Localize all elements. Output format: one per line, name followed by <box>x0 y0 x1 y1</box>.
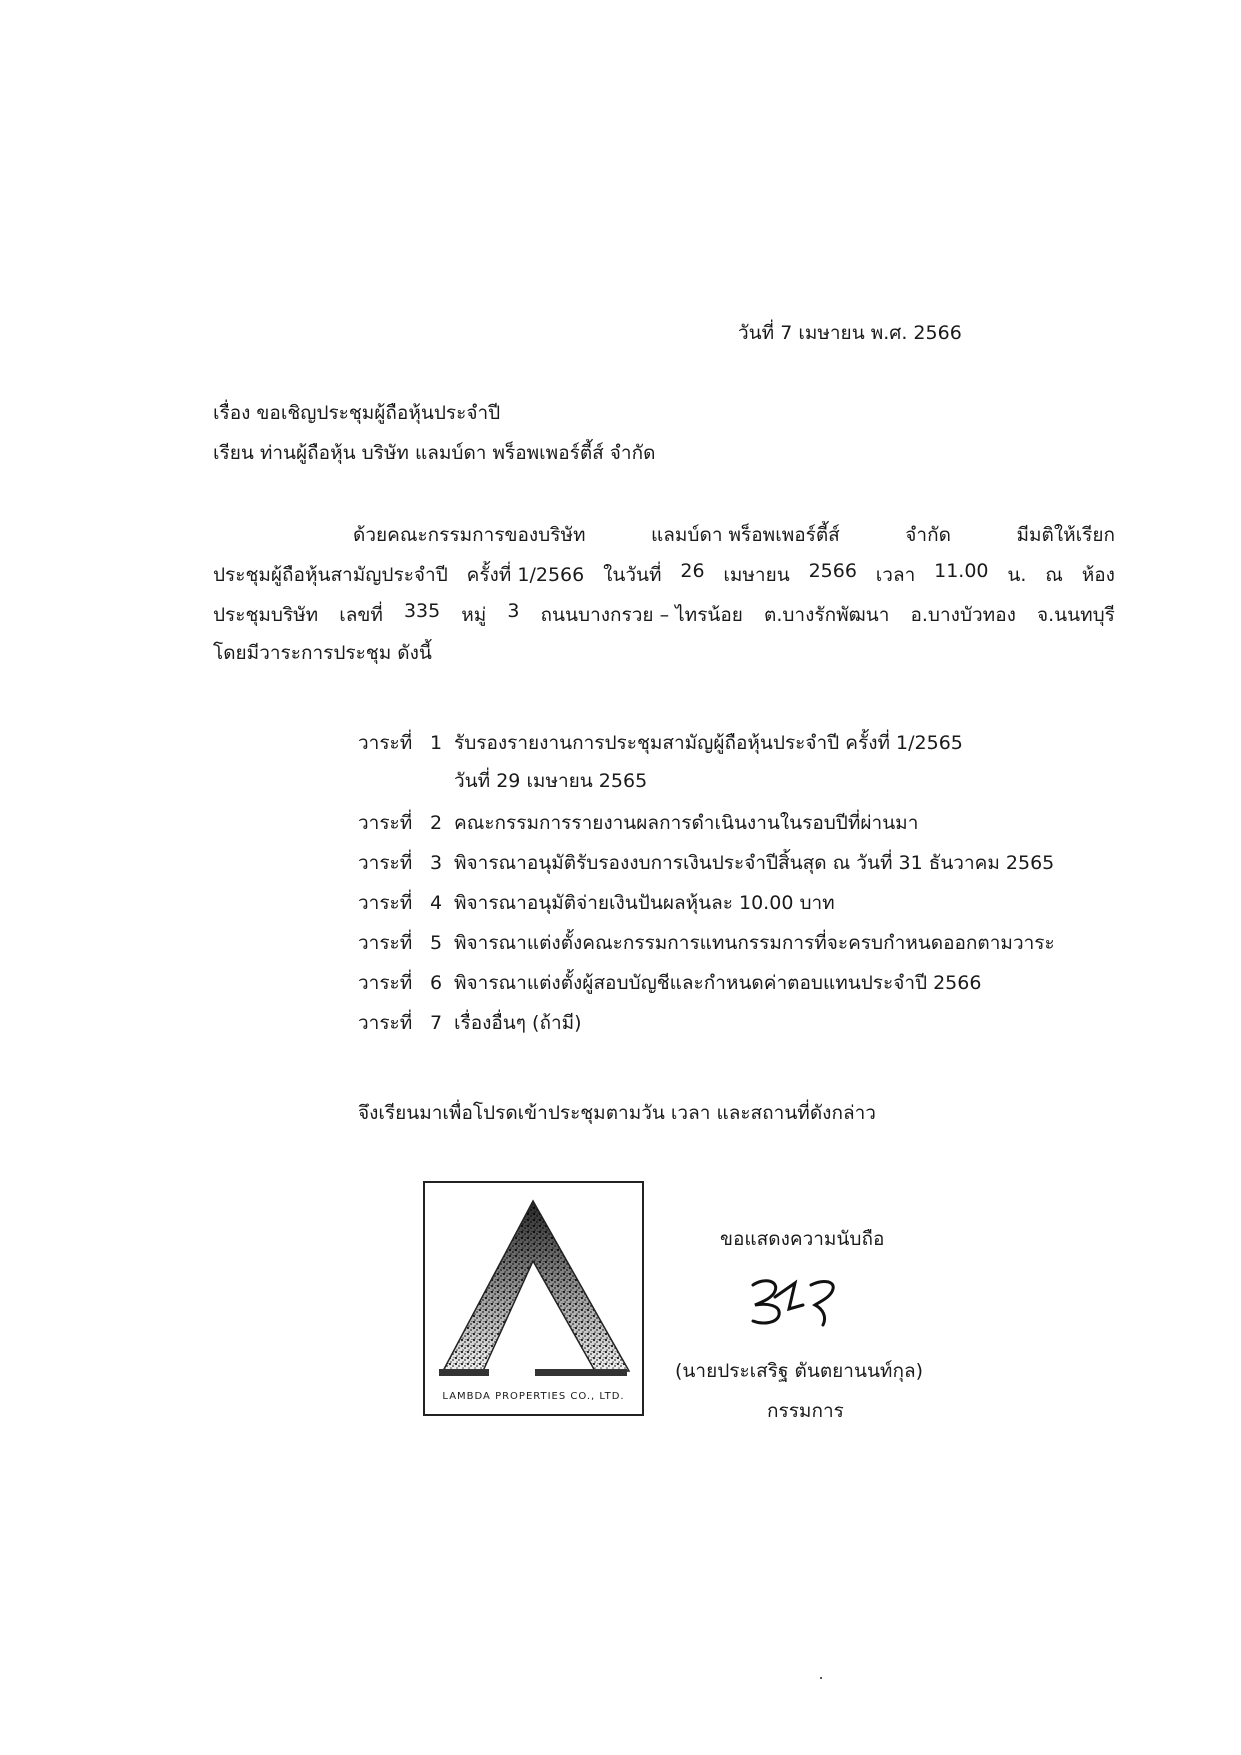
agenda-label: วาระที่ <box>358 1012 413 1034</box>
letter-closing: จึงเรียนมาเพื่อโปรดเข้าประชุมตามวัน เวลา และสถานที่ดังกล่าว <box>358 1102 876 1124</box>
body-line-2-w7: 11.00 <box>934 560 989 582</box>
agenda-number: 3 <box>430 852 443 874</box>
agenda-number: 6 <box>430 972 443 994</box>
letter-recipient: เรียน ท่านผู้ถือหุ้น บริษัท แลมบ์ดา พร็อพเพอร์ตี้ส์ จำกัด <box>213 442 656 464</box>
agenda-text: เรื่องอื่นๆ (ถ้ามี) <box>454 1012 582 1034</box>
body-line-2-w5: 2566 <box>808 560 857 582</box>
agenda-item-1-date <box>454 766 647 796</box>
body-line-3-w1: เลขที่ <box>339 604 383 626</box>
body-line-1-w2: จำกัด <box>905 524 951 546</box>
company-logo <box>423 1181 644 1416</box>
signature-icon <box>745 1275 855 1330</box>
logo-company-text: LAMBDA PROPERTIES CO., LTD. <box>442 1391 625 1402</box>
body-line-4-w0: โดยมีวาระการประชุม ดังนี้ <box>213 642 432 664</box>
body-line-2-w10: ห้อง <box>1081 564 1115 586</box>
agenda-item-5 <box>358 928 1055 958</box>
body-line-2-w3: 26 <box>680 560 705 582</box>
letter-subject: เรื่อง ขอเชิญประชุมผู้ถือหุ้นประจำปี <box>213 402 501 424</box>
body-line-3-w5: ถนนบางกรวย – ไทรน้อย <box>540 604 743 626</box>
agenda-label: วาระที่ <box>358 812 413 834</box>
agenda-item-6 <box>358 968 981 998</box>
signer-name: (นายประเสริฐ ตันตยานนท์กุล) <box>675 1360 924 1382</box>
body-line-2-w4: เมษายน <box>723 564 790 586</box>
body-line-3-w6: ต.บางรักพัฒนา <box>763 604 890 626</box>
agenda-label: วาระที่ <box>358 972 413 994</box>
agenda-text: พิจารณาอนุมัติจ่ายเงินปันผลหุ้นละ 10.00 บาท <box>454 892 835 914</box>
agenda-item-1 <box>358 728 963 758</box>
agenda-text: พิจารณาแต่งตั้งคณะกรรมการแทนกรรมการที่จะครบกำหนดออกตามวาระ <box>454 932 1055 954</box>
body-line-4 <box>213 638 1115 668</box>
agenda-item-2 <box>358 808 918 838</box>
agenda-text: พิจารณาอนุมัติรับรองงบการเงินประจำปีสิ้นสุด ณ วันที่ 31 ธันวาคม 2565 <box>454 852 1055 874</box>
agenda-text-2: วันที่ 29 เมษายน 2565 <box>454 770 648 792</box>
body-line-1-w3: มีมติให้เรียก <box>1016 524 1115 546</box>
agenda-number: 4 <box>430 892 443 914</box>
agenda-number: 2 <box>430 812 443 834</box>
agenda-label: วาระที่ <box>358 892 413 914</box>
agenda-text: พิจารณาแต่งตั้งผู้สอบบัญชีและกำหนดค่าตอบแทนประจำปี 2566 <box>454 972 982 994</box>
agenda-number: 5 <box>430 932 443 954</box>
agenda-item-3 <box>358 848 1054 878</box>
scan-speck <box>820 1677 822 1679</box>
agenda-number: 1 <box>430 732 443 754</box>
body-line-1-w1: แลมบ์ดา พร็อพเพอร์ตี้ส์ <box>651 524 840 546</box>
agenda-number: 7 <box>430 1012 443 1034</box>
letter-regards: ขอแสดงความนับถือ <box>720 1228 885 1250</box>
body-line-3-w2: 335 <box>403 600 441 622</box>
agenda-label: วาระที่ <box>358 932 413 954</box>
agenda-label: วาระที่ <box>358 852 413 874</box>
agenda-text: คณะกรรมการรายงานผลการดำเนินงานในรอบปีที่ผ่านมา <box>454 812 919 834</box>
letter-date: วันที่ 7 เมษายน พ.ศ. 2566 <box>738 322 962 344</box>
body-line-3-w8: จ.นนทบุรี <box>1036 604 1115 626</box>
lambda-triangle-icon <box>425 1183 642 1414</box>
body-line-2-w8: น. <box>1007 564 1027 586</box>
body-line-2 <box>213 560 1115 590</box>
body-line-3-w7: อ.บางบัวทอง <box>910 604 1016 626</box>
agenda-text: รับรองรายงานการประชุมสามัญผู้ถือหุ้นประจำปี ครั้งที่ 1/2565 <box>454 732 963 754</box>
body-line-1-w0: ด้วยคณะกรรมการของบริษัท <box>353 524 586 546</box>
agenda-item-4 <box>358 888 835 918</box>
body-line-3-w0: ประชุมบริษัท <box>213 604 319 626</box>
body-line-3-w4: 3 <box>507 600 520 622</box>
body-line-3 <box>213 600 1115 630</box>
body-line-2-w9: ณ <box>1045 564 1063 586</box>
body-line-2-w0: ประชุมผู้ถือหุ้นสามัญประจำปี <box>213 564 448 586</box>
agenda-label: วาระที่ <box>358 732 413 754</box>
agenda-item-7 <box>358 1008 582 1038</box>
body-line-2-w6: เวลา <box>875 564 916 586</box>
body-line-2-w2: ในวันที่ <box>603 564 662 586</box>
body-line-3-w3: หมู่ <box>461 604 487 626</box>
body-line-1 <box>353 520 1115 550</box>
body-line-2-w1: ครั้งที่ 1/2566 <box>466 564 585 586</box>
signer-title: กรรมการ <box>767 1400 844 1422</box>
